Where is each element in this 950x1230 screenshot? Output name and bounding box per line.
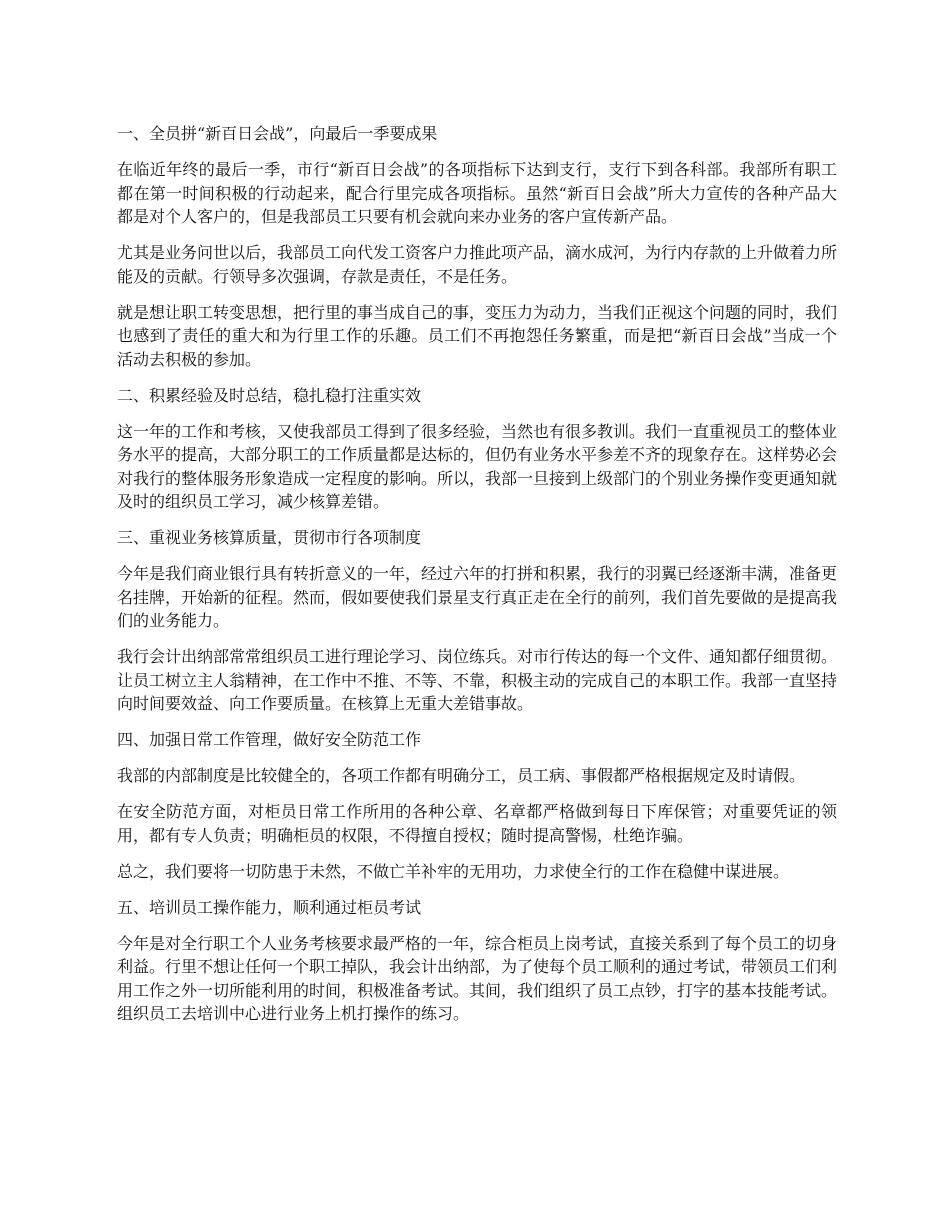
paragraph-1-2: 尤其是业务问世以后，我部员工向代发工资客户力推此项产品，滴水成河，为行内存款的上升做着力所能及的贡献。行领导多次强调，存款是责任，不是任务。: [117, 243, 838, 286]
paragraph-2-1: 这一年的工作和考核，又使我部员工得到了很多经验，当然也有很多教训。我们一直重视员工的整体业务水平的提高，大部分职工的工作质量都是达标的，但仍有业务水平参差不齐的现象存在。这样势必会对我行的整体服务形象造成一定程度的影响。所以，我部一旦接到上级部门的个别业务操作变更通知就及时的组织员工学习，减少核算差错。: [117, 421, 838, 511]
section-heading-1: 一、全员拼“新百日会战”，向最后一季要成果: [117, 124, 438, 143]
paragraph-5-1: 今年是对全行职工个人业务考核要求最严格的一年，综合柜员上岗考试，直接关系到了每个员工的切身利益。行里不想让任何一个职工掉队，我会计出纳部，为了使每个员工顺利的通过考试，带领员工们利用工作之外一切所能利用的时间，积极准备考试。其间，我们组织了员工点钞，打字的基本技能考试。组织员工去培训中心进行业务上机打操作的练习。: [117, 933, 838, 1023]
paragraph-1-3: 就是想让职工转变思想，把行里的事当成自己的事，变压力为动力，当我们正视这个问题的同时，我们也感到了责任的重大和为行里工作的乐趣。员工们不再抱怨任务繁重，而是把“新百日会战”当成一个活动去积极的参加。: [117, 302, 838, 369]
paragraph-3-2: 我行会计出纳部常常组织员工进行理论学习、岗位练兵。对市行传达的每一个文件、通知都仔细贯彻。让员工树立主人翁精神，在工作中不推、不等、不靠，积极主动的完成自己的本职工作。我部一直坚持向时间要效益、向工作要质量。在核算上无重大差错事故。: [117, 647, 838, 713]
section-heading-5: 五、培训员工操作能力，顺利通过柜员考试: [117, 897, 422, 917]
section-heading-3: 三、重视业务核算质量，贯彻市行各项制度: [117, 528, 422, 547]
document-body: [117, 122, 837, 1038]
section-heading-4: 四、加强日常工作管理，做好安全防范工作: [117, 730, 422, 749]
paragraph-3-1: 今年是我们商业银行具有转折意义的一年，经过六年的打拼和积累，我行的羽翼已经逐渐丰满，准备更名挂牌，开始新的征程。然而，假如要使我们景星支行真正走在全行的前列，我们首先要做的是提高我们的业务能力。: [117, 564, 838, 630]
paragraph-1-1: 在临近年终的最后一季，市行“新百日会战”的各项指标下达到支行，支行下到各科部。我部所有职工都在第一时间积极的行动起来，配合行里完成各项指标。虽然“新百日会战”所大力宣传的各种产品大都是对个人客户的，但是我部员工只要有机会就向来办业务的客户宣传新产品。: [117, 160, 837, 226]
paragraph-4-1: 我部的内部制度是比较健全的，各项工作都有明确分工，员工病、事假都严格根据规定及时请假。: [117, 766, 806, 785]
section-heading-2: 二、积累经验及时总结，稳扎稳打注重实效: [117, 385, 422, 405]
paragraph-4-2: 在安全防范方面，对柜员日常工作所用的各种公章、名章都严格做到每日下库保管；对重要凭证的领用，都有专人负责；明确柜员的权限，不得擅自授权；随时提高警惕，杜绝诈骗。: [117, 802, 837, 845]
paragraph-4-3: 总之，我们要将一切防患于未然，不做亡羊补牢的无用功，力求使全行的工作在稳健中谋进展。: [117, 861, 790, 881]
